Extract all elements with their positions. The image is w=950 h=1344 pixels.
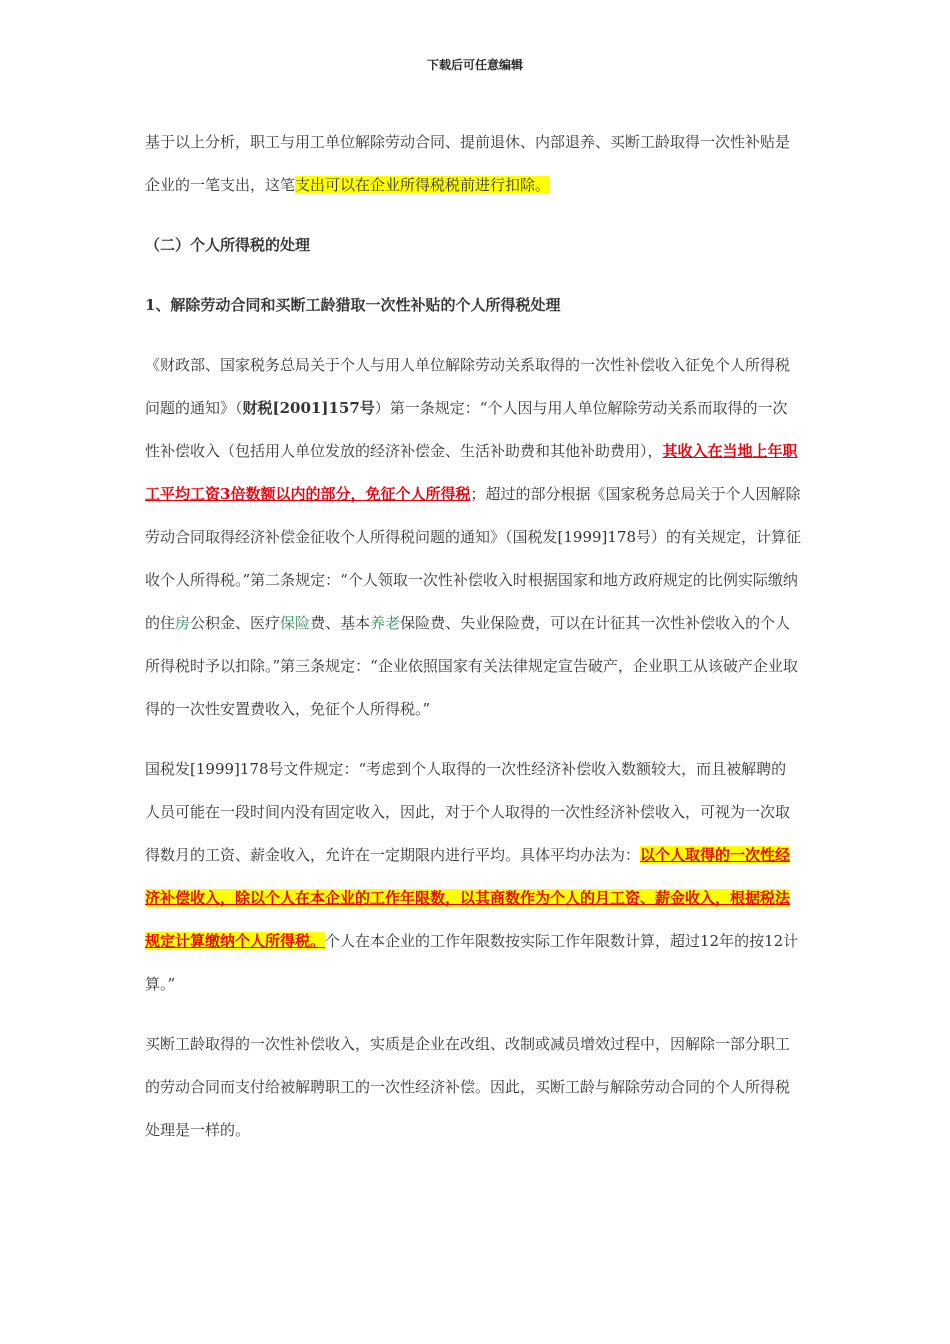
paragraph-conclusion: 买断工龄取得的一次性补偿收入，实质是企业在改组、改制或减员增效过程中，因解除一部分职工的劳动合同而支付给被解聘职工的一次性经济补偿。因此，买断工龄与解除劳动合同的个人所得税处理是一样的。 — [145, 1035, 791, 1139]
paragraph-text: 费、基本 — [310, 614, 371, 632]
paragraph-text: 基于以上分析，职工与用工单位解除劳动合同、提前退休、内部退养、买断工龄取得一次性补贴是企业的一笔支出，这笔 — [145, 133, 791, 194]
red-emphasis-text: 其收入在当地上年职工平均工资3倍数额以内的部分，免征个人所得税 — [145, 442, 798, 503]
paragraph-text: ；超过的部分根据《国家税务总局关于个人因解除劳动合同取得经济补偿金征收个人所得税问题的通知》（国税发[1999]178号）的有关规定，计算征收个人所得税。”第二条规定：“个人领取一次性补偿收入时根据国家和地方政府规定的比例实际缴纳的住 — [145, 485, 802, 632]
paragraph-text: ）第一条规定：“个人因与用人单位解除劳动关系而取得的一次性补偿收入（包括用人单位发放的经济补偿金、生活补助费和其他补助费用）， — [145, 399, 788, 460]
bold-doc-number: 财税[2001]157号 — [242, 399, 375, 417]
subsection-heading: 1、解除劳动合同和买断工龄猎取一次性补贴的个人所得税处理 — [145, 296, 561, 314]
document-body — [145, 121, 801, 1152]
green-text: 房 — [175, 614, 191, 632]
paragraph-text: 《财政部、国家税务总局关于个人与用人单位解除劳动关系取得的一次性补偿收入征免个人所得税问题的通知》（ — [145, 356, 791, 417]
paragraph-text: 个人在本企业的工作年限数按实际工作年限数计算，超过12年的按12计算。” — [145, 932, 799, 993]
section-heading: （二）个人所得税的处理 — [145, 236, 311, 254]
highlighted-text: 支出可以在企业所得税税前进行扣除。 — [295, 176, 551, 194]
paragraph-text: 国税发[1999]178号文件规定：“考虑到个人取得的一次性经济补偿收入数额较大，而且被解聘的人员可能在一段时间内没有固定收入，因此，对于个人取得的一次性经济补偿收入，可视为一次取得数月的工资、薪金收入，允许在一定期限内进行平均。具体平均办法为： — [145, 760, 791, 864]
red-highlighted-text: 以个人取得的一次性经济补偿收入，除以个人在本企业的工作年限数，以其商数作为个人的月工资、薪金收入，根据税法规定计算缴纳个人所得税。 — [145, 846, 791, 950]
paragraph-text: 保险费、失业保险费，可以在计征其一次性补偿收入的个人所得税时予以扣除。”第三条规定：“企业依照国家有关法律规定宣告破产，企业职工从该破产企业取得的一次性安置费收入，免征个人所得税。” — [145, 614, 798, 718]
paragraph-deduction — [145, 121, 801, 207]
page-header: 下载后可任意编辑 — [426, 58, 523, 72]
paragraph-notice-157 — [145, 344, 801, 731]
paragraph-text: 公积金、医疗 — [190, 614, 281, 632]
green-text: 保险 — [280, 614, 311, 632]
green-text: 养老 — [370, 614, 401, 632]
paragraph-doc-178 — [145, 748, 801, 1006]
